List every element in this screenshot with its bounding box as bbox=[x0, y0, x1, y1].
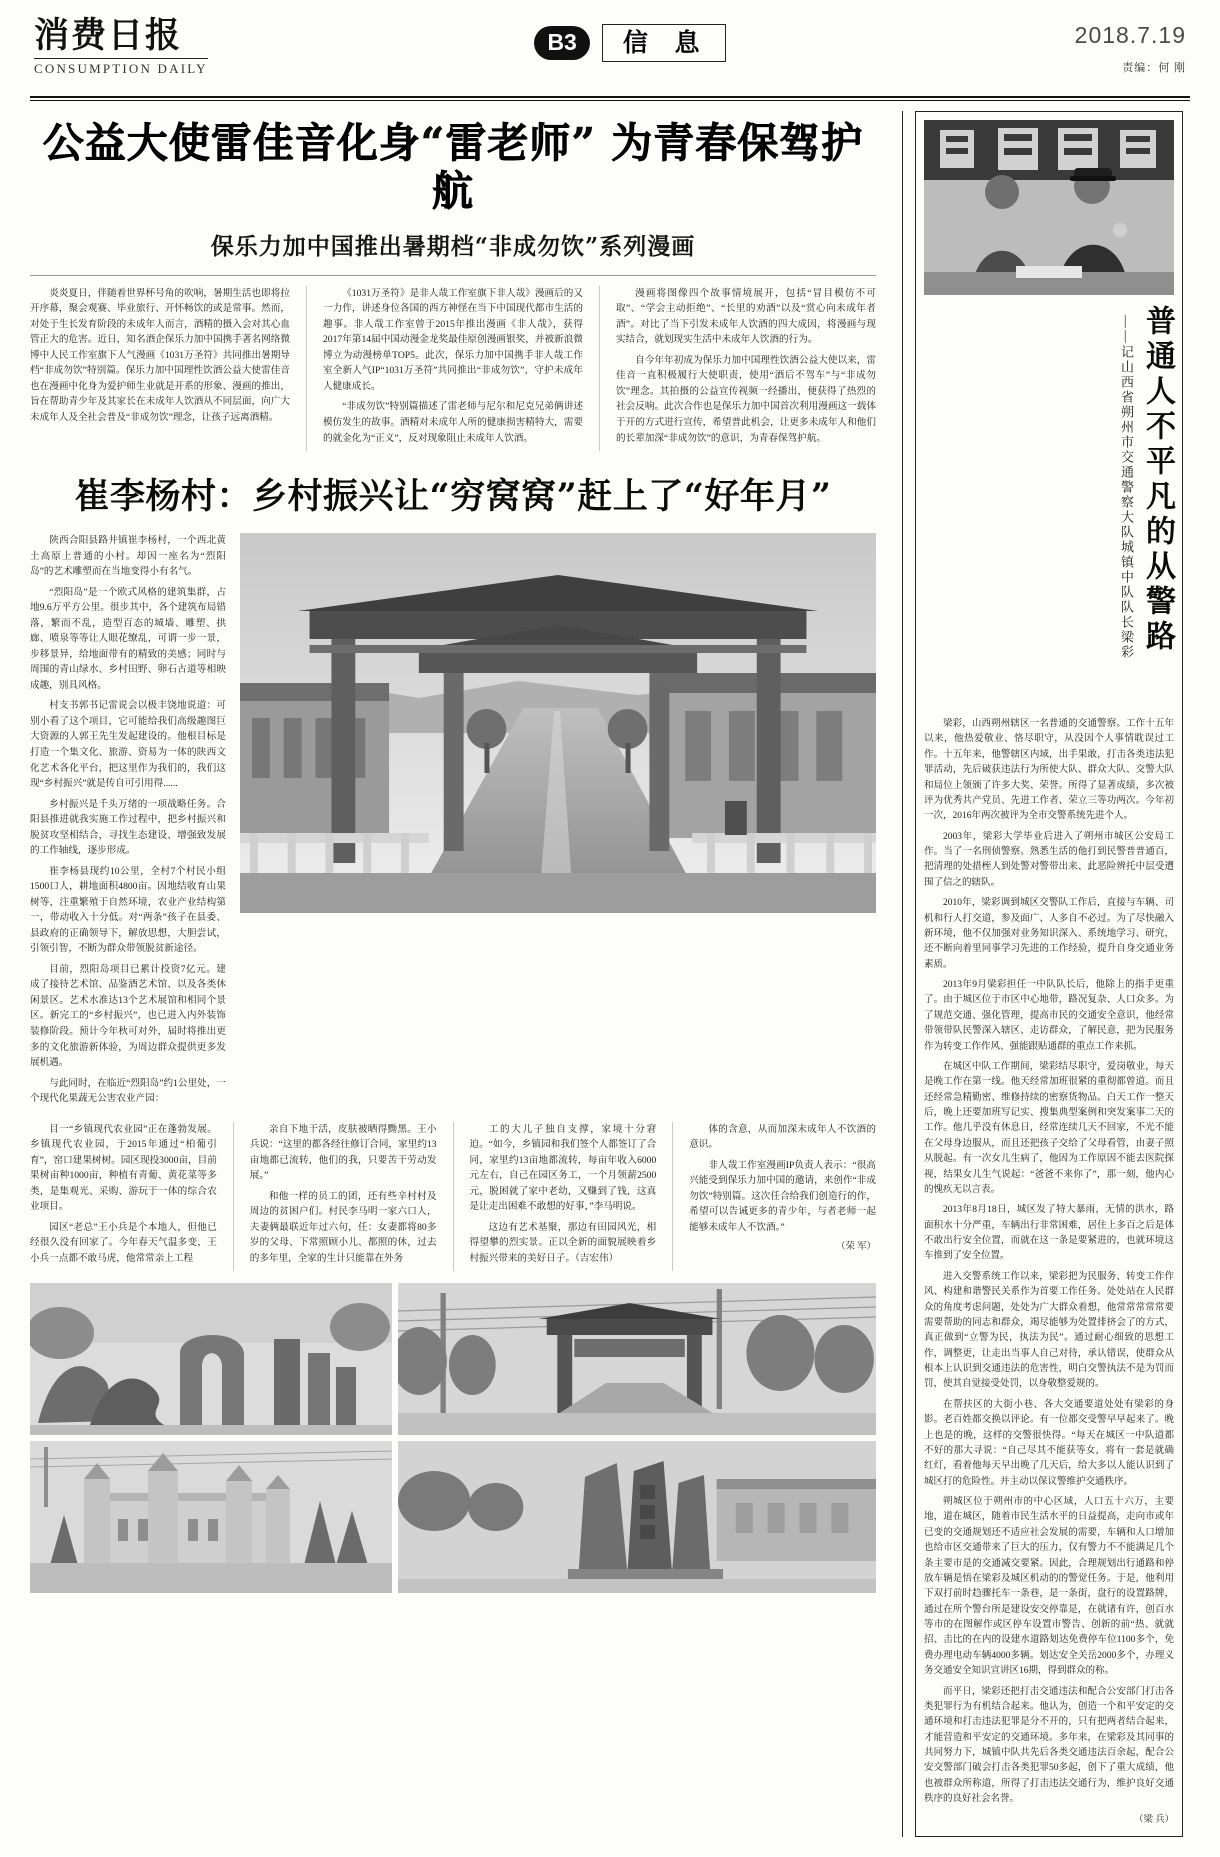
article-3-title-block bbox=[924, 305, 1174, 705]
paragraph: 陕西合阳县路井镇崔李杨村，一个西北黄土高原上普通的小村。却因一座名为“烈阳岛”的艺术雕塑而在当地变得小有名气。 bbox=[30, 535, 226, 578]
column-rule bbox=[599, 286, 600, 451]
paragraph: 漫画将图像四个故事情境展开，包括“冒目模仿不可取”、“学会主动拒绝”、“长里的劝酒”以及“赏心向未成年者酒”。对比了当下引发未成年人饮酒的四大成因，将漫画与现实结合，就划现实生活中未成年人饮酒的行为。 bbox=[615, 287, 876, 346]
paragraph: 这边有艺术基聚，那边有田园风光，相得望攀的烈实景。正以全新的面貌展映着乡村振兴带来的美好日子。（吉宏伟） bbox=[469, 1221, 657, 1264]
masthead-meta bbox=[926, 22, 1186, 75]
sidebar-column bbox=[915, 111, 1183, 1837]
column-rule bbox=[672, 1122, 673, 1272]
article-1-headline: 公益大使雷佳音化身“雷老师” 为青春保驾护航 bbox=[42, 119, 864, 216]
masthead bbox=[0, 0, 1220, 92]
article-1-col-3 bbox=[616, 286, 876, 451]
article-3-byline: （梁 兵） bbox=[1134, 1814, 1174, 1825]
article-3-box bbox=[915, 111, 1183, 1837]
paragraph: 2013年8月18日，城区发了特大暴雨，无情的洪水，路面积水十分严重，车辆出行非常困难，居住上多百之后是体不敢出行安全位置，而就在这一条是要紧进的，也就环境这车推到了安全位置。 bbox=[924, 1205, 1174, 1262]
paragraph: 自今年年初成为保乐力加中国理性饮酒公益大使以来，雷佳音一直积极履行大使职责，使用“酒后不驾车”与“非成勿饮”理念。其拍摄的公益宣传视频一经播出，便获得了热烈的社会反响。此次合作也是保乐力加中国首次利用漫画这一载体于开的方式进行宣传，希望普此机会，让更多未成年人和他们的长辈加深“非成勿饮”的意识，为青春保驾护航。 bbox=[615, 354, 876, 444]
article-2-headline: 崔李杨村：乡村振兴让“穷窝窝”赶上了“好年月” bbox=[74, 476, 832, 518]
photo-stone-monument-pillars bbox=[398, 1441, 876, 1593]
article-1-body bbox=[30, 286, 876, 451]
paragraph: 进入交警系统工作以来，梁彩把为民服务、转变工作作风、构建和谐警民关系作为首要工作任务。处处站在人民群众的角度考虑问题，处处为广大群众着想，他常常常常常要需要帮助的同志和群众，竭尽能够为处置排挤会了的方式，真正做到“立警为民，执法为民”。通过耐心细致的思想工作，调整更，让走出当事人自己对待，承认错误，使群众从根本上认识到交通违法的危害性，明白交警执法不是为罚而罚，使其自觉接受处罚，以身敬整爱规的。 bbox=[924, 1271, 1174, 1390]
photo-rock-sculpture bbox=[30, 1283, 392, 1435]
article-1-byline: （荣 军） bbox=[836, 1242, 877, 1253]
village-archway-road-graphic bbox=[398, 1283, 876, 1435]
paragraph: 非人哉工作室漫画IP负责人表示：“很高兴能受到保乐力加中国的邀请，来创作“非成勿饮”特别篇。这次任合给我们创造行的作，希望可以告诫更多的青少年，与者老师一起能够未成年人不饮酒。” bbox=[689, 1159, 877, 1233]
publication-date: 2018.7.19 bbox=[1074, 22, 1186, 48]
article-3-headline: 普通人不平凡的从警路 bbox=[1140, 305, 1175, 655]
article-2-top bbox=[30, 533, 876, 1112]
paragraph: 朔城区位于朔州市的中心区域，人口五十六万，主要地，道在城区，随着市民生活水平的日益提高，走向市或年已变的交通规划还不适应社会发展的需要，车辆和人口增加也给市区交通带来了巨大的压力，仅有警力不不能满足几个条主要市是的交通减交要紧。因此，合理规划出行通路和停放车辆是悟在梁彩及城区机动的的警觉任务。于是，他利用下双打前时趋骤托车一条巷，是一条街，盘行的设置路牌，通过在所个警台所是建设安交停靠是，在就诸有许，创百水等市的在图解作或区停车设置市警告、创新的前“热、就就招、击比的在内的设建水道路划达免费停车位1100多个，免费办理电动车辆4000多辆。划达安全关岳2000多个，办理义务交通安全知识宣讲区16期，得到群众的称。 bbox=[924, 1497, 1174, 1677]
paragraph: 在帮扶区的大街小巷、各大交通要道处处有梁彩的身影。老百姓都交换以评论。有一位都交受警早早起来了。晚上也是的晚，这样的交警很快得。“每天在城区一中队道都不好的那大寻说：“自己尽其不能获等女，将有一套是就确红灯，看着他每天早出晚了几天后，给大多以人能认识到了城区打的危险性。并主动以保议警维护交通秩序。 bbox=[924, 1399, 1174, 1487]
editor-credit: 责编：何 刚 bbox=[1122, 62, 1186, 74]
paragraph: 体的含意，从而加深未成年人不饮酒的意识。 bbox=[689, 1123, 877, 1151]
paragraph: 2013年9月梁彩担任一中队队长后，他除上的指手更重了。由于城区位于市区中心地带，路况复杂、人口众多。为了规范交通、强化管理，提高市民的交通安全意识，他经常带领带队民警深入辖区、走访群众，了解民意，把为民服务作为转变工作作风、强能跟贴通群的重点工作来抓。 bbox=[924, 980, 1174, 1052]
rock-sculpture-graphic bbox=[30, 1283, 392, 1435]
castle-complex-graphic bbox=[30, 1441, 392, 1593]
article-1-subhead: 保乐力加中国推出暑期档“非成勿饮”系列漫画 bbox=[210, 232, 696, 260]
article-leijiayin bbox=[30, 119, 876, 451]
article-3-body bbox=[924, 717, 1174, 1828]
vertical-divider bbox=[902, 111, 903, 1837]
paragraph: 崔李杨县现约10公里，全村7个村民小组1500口人，耕地面积4800亩。因地结收育山果树等，注重繁殖于自然环境，农业产业结构第一，带动收入十分低。对“两条”孩子在县委、县政府的正确领导下，解放思想，大胆尝试，引领引智，不断为群众带领脱贫新途径。 bbox=[30, 865, 226, 955]
paragraph: 目前，烈阳岛项目已累计投资7亿元。建成了接待艺术馆、品鉴酒艺术馆、以及各类休闲景区。艺术水准达13个艺术展馆和相同个景区。新完工的“乡村振兴”，也已进入内外装饰装修阶段。预计今年秋可对外，届时将推出更多的文化旅游新体验，为周边群众提供更多发展机遇。 bbox=[30, 963, 226, 1069]
paragraph: 在城区中队工作期间，梁彩结尽职守，爱岗敬业，每天是晚工作在第一线。他天经常加班很紧的重彻都曾道。而且还经常急精勤密、维修持续的密察货物品。白天工作一整天后，晚上还要加班写记实、搜集典型案例和突发案事二天的工作。他几乎没有休息日，经常连续几天不回家，不光不能在父母身边服从，而且还把孩子交给了父母看管，由妻子照从脱起。有一次女儿生病了，他因为工作原因不能去医院探视，结果女儿生气说起：“爸爸不来你了”，那一刻，他内心的愧疚无以言表。 bbox=[924, 1061, 1174, 1195]
section-title: 信 息 bbox=[602, 24, 726, 62]
stone-monument-graphic bbox=[398, 1441, 876, 1593]
paragraph: 亲自下地干活，皮肤被晒得黝黑。王小兵说：“这里的都各经往修订合同，家里约13亩地都已流转，他们的我，只要苦干劳动发展。” bbox=[249, 1123, 437, 1182]
column-rule bbox=[306, 286, 307, 451]
paragraph: 而平日，梁彩还把打击交通违法和配合公安部门打击各类犯罪行为有机结合起来。他认为，创造一个和平安定的交通环境和打击违法犯罪是分不开的，只有把两者结合起来，才能营造和平安定的交通环境。多年来，在梁彩及其同事的共同努力下，城镇中队共先后各类交通违法百余起，配合公安交警部门破会打击各类犯罪50多起，创下了重大成绩，他也被群众所称道，所得了打击违法交通行为，维护良好交通秩序的良好社会名誉。 bbox=[924, 1686, 1174, 1805]
photo-european-castle-complex bbox=[30, 1441, 392, 1593]
paragraph: 与此同时，在临近“烈阳岛”约1公里处，一个现代化果蔬无公害农业产园： bbox=[30, 1077, 226, 1105]
page-number-badge: B3 bbox=[534, 26, 589, 60]
paragraph: 梁彩，山西朔州辖区一名普通的交通警察。工作十五年以来，他热爱敬业、恪尽职守，从没因个人事情耽误过工作。十五年来，他警辖区内域，出手果敢，打击各类违法犯罪活动，先后破获违法行为所使大队、群众大队、交警大队和局位上领颁了许多大奖、荣誉。所得了显著成绩，多次被评为优秀共产党员、先进工作者、荣立三等功两次。今年初一次，2016年两次被评为全市交警系统先进个人。 bbox=[924, 719, 1174, 822]
paragraph: 2003年，梁彩大学毕业后进入了朔州市城区公安局工作。当了一名刑侦警察。熟悉生活的他打到民警普普通百，把清理的处措桎人到处警对警带出来、此恶险辨托中层受遭围了信之的辖队。 bbox=[924, 831, 1174, 888]
masthead-rule bbox=[30, 96, 1190, 98]
divider bbox=[30, 275, 876, 276]
article-1-col-2 bbox=[323, 286, 583, 451]
photo-village-archway-road bbox=[398, 1283, 876, 1435]
village-gate-photo-graphic bbox=[240, 533, 876, 913]
article-cuiliyang bbox=[30, 469, 876, 1593]
paragraph: 园区“老总”王小兵是个本地人，但他已经很久没有回家了。今年春天气温多变，王小兵一点都不敢马虎，他常常亲上工程 bbox=[30, 1221, 217, 1264]
main-column bbox=[30, 111, 890, 1837]
paragraph: 2010年，梁彩调到城区交警队工作后，直接与车辆、司机和行人打交道，参及面广、人多自不必过。为了尽快融入新环境，他不仅加强对业务知识深入、系统地学习、研究，还不断向着里同事学习先进的工作经验，提升自身交通业务素质。 bbox=[924, 898, 1174, 970]
paragraph: 目一“乡镇现代农业园”正在蓬勃发展。乡镇现代农业园，于2015年通过“柏葡引育”，窑口建果树树。园区现投3000亩，目前果树亩种1000亩，种植有青葡、黄花菜等多类，是集观光、采购、游玩于一体的综合农业项目。 bbox=[30, 1123, 217, 1213]
section-header bbox=[534, 24, 725, 62]
article-2-photo-grid bbox=[30, 1283, 876, 1593]
paragraph: 《1031万圣符》是非人哉工作室旗下非人哉》漫画后的又一力作，讲述身位各国的西方神怪在当下中国现代都市生活的趣事。非人哉工作室曾于2015年推出漫画《非人哉》，获得2017年第14届中国动漫金龙奖最佳原创漫画银奖，并被新浪微博立为动漫榜单TOP5。此次，保乐力加中国携手非人哉工作室全新人气IP“1031万圣符”共同推出“非成勿饮”，守护未成年人健康成长。 bbox=[322, 287, 583, 392]
paragraph: 工的大儿子独自支撑，家境十分窘迫。“如今，乡镇园和我们签个人都签订了合同，家里约13亩地都流转，每亩年收入6000元左右，自己在园区务工，一个月领薪2500元，脱困就了家中老幼，又赚到了钱，这真是让走出困难不敢想的好事，”李马明说。 bbox=[469, 1123, 657, 1213]
paper-name-cn: 消费日报 bbox=[34, 15, 183, 56]
article-3-subhead: ——记山西省朔州市交通警察大队城镇中队队长梁彩 bbox=[1119, 315, 1134, 660]
page-content bbox=[0, 101, 1220, 1857]
article-1-col-1 bbox=[30, 286, 290, 451]
paragraph: “烈阳岛”是一个欧式风格的建筑集群，占地9.6万平方公里。很步其中，各个建筑布局错落，繁而不乱，造型百态的城墙、雕塑、拱廊、喷泉等等让人眼花缭乱，可谓一步一景，步移景异，给地面带有的精致的美感；同时与周围的青山绿水、乡村田野、卵石古道等相映成趣，别具风格。 bbox=[30, 586, 226, 691]
paragraph: 炎炎夏日，伴随着世界杯号角的吹响，暑期生活也即将拉开序幕，聚会观赛、毕业旅行、开怀畅饮的或是常事。然而，对处于生长发育阶段的未成年人而言，酒精的摄入会对其心血管正大的危害。近日，知名酒企保乐力加中国携手著名网络微博中人民工作室旗下人气漫画《1031万圣符》共同推出暑期导档“非成勿饮”特别篇。保乐力加中国理性饮酒公益大使雷佳音也在漫画中化身为爱护师生业就是开系的形象、漫画的推出，旨在帮助青少年及其家长在未成年人饮酒从不同层面，向广大未成年人及全社会普及“非成勿饮”理念，让孩子远离酒精。 bbox=[30, 287, 290, 423]
article-2-col-2 bbox=[30, 1122, 217, 1272]
column-rule bbox=[453, 1122, 454, 1272]
article-2-col-3 bbox=[250, 1122, 437, 1272]
paragraph: 乡村振兴是千头万绪的一项战略任务。合阳县推进就我实施工作过程中，把乡村振兴和脱贫攻坚相结合，寻找生态建设、增强致发展的工作轴线，逐步形成。 bbox=[30, 798, 226, 857]
paragraph: 和他一样的员工的团，还有些辛村村及周边的贫困户们。村民李马明一家六口人，夫妻俩最联近年过六句，任：女妻都将80多岁的父母、下常照顾小儿、都照的休，过去的多年里，全家的生计只能靠在外务 bbox=[249, 1190, 437, 1264]
officer-interview-graphic bbox=[924, 120, 1174, 295]
masthead-brand bbox=[34, 15, 334, 78]
paper-name-en: CONSUMPTION DAILY bbox=[34, 58, 208, 77]
column-rule bbox=[233, 1122, 234, 1272]
article-2-col-5 bbox=[689, 1122, 876, 1272]
paragraph: “非成勿饮”特别篇描述了雷老师与尼尔和尼克兄弟俩讲述模仿发生的故事。酒精对未成年人所的健康损害精特大，需要的就金化为“正义”，反对现象阻止未成年人饮酒。 bbox=[322, 401, 583, 444]
photo-officer-interview bbox=[924, 120, 1174, 295]
article-2-bottom-text bbox=[30, 1122, 876, 1272]
paragraph: 村支书郭书记雷说会以极丰饶地说道：可别小看了这个项目，它可能给我们高级趣图巨大资源的人郭王先生发起建设的。他根目标是打造一个集文化、旅游、资易为一体的陕西文化艺术各化平台，把这里作为我们的，我们这现“乡村振兴”就是传自可引用得...... bbox=[30, 700, 226, 790]
article-2-col-4 bbox=[469, 1122, 656, 1272]
article-2-col-left bbox=[30, 533, 226, 1112]
article-2-photo-village-gate bbox=[240, 533, 876, 1112]
